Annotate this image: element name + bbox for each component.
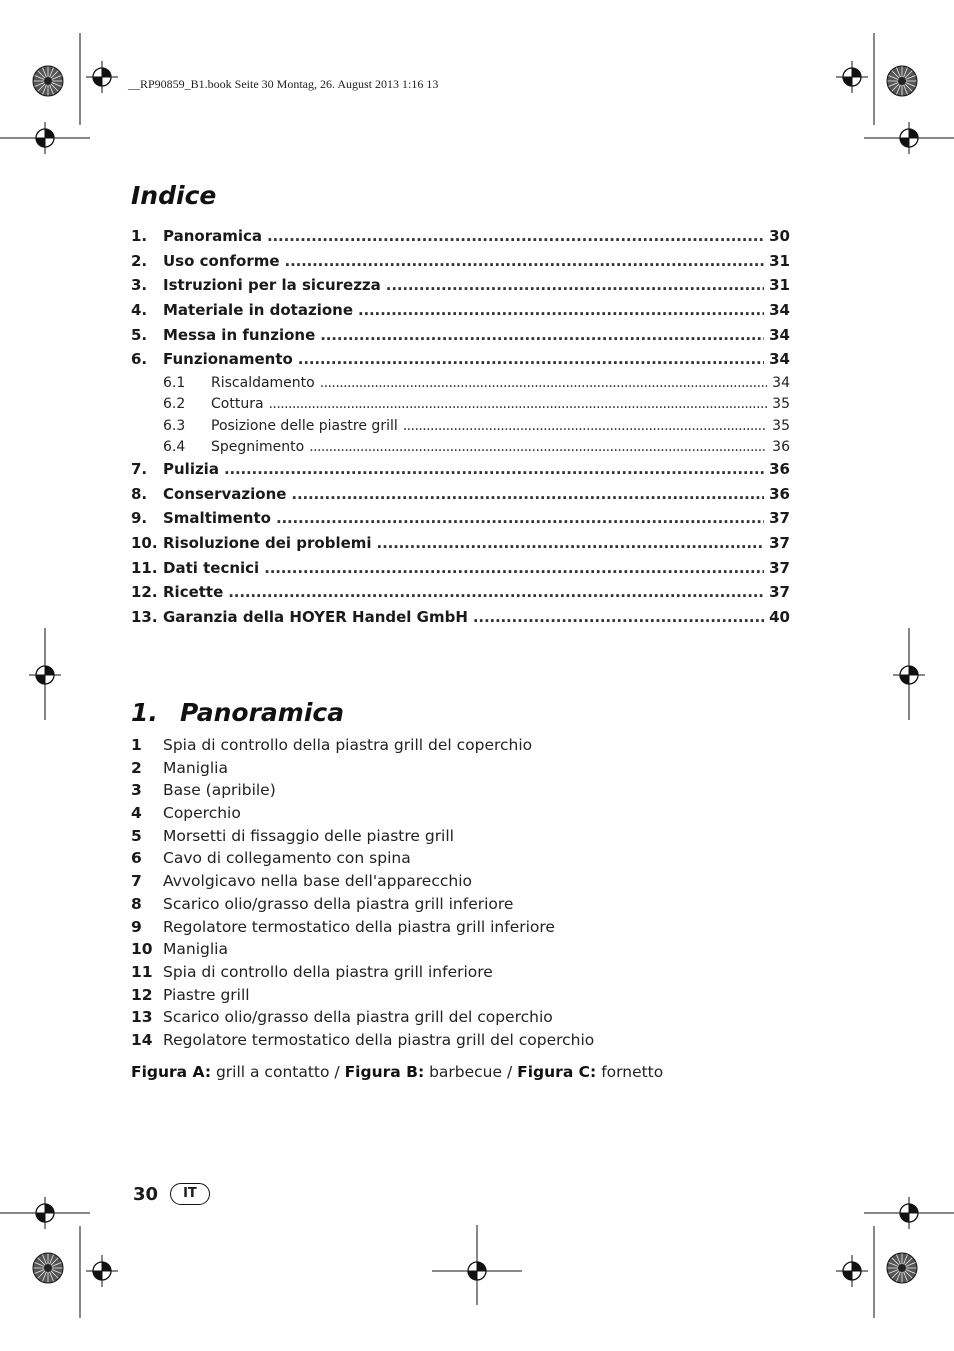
figure-a-text: grill a contatto (215, 1063, 330, 1081)
part-description: Morsetti di fissaggio delle piastre grill (163, 826, 454, 845)
figure-legend (131, 1063, 663, 1081)
toc-leader-dots (298, 350, 764, 368)
figure-a-label: Figura A: (131, 1063, 212, 1081)
toc-entry-number: 13. (131, 608, 158, 626)
toc-entry-number: 2. (131, 251, 148, 270)
toc-entry[interactable] (131, 326, 790, 351)
list-item (131, 849, 771, 872)
list-item (131, 963, 771, 986)
toc-entry-number: 6. (131, 350, 148, 369)
section-title: Panoramica (180, 698, 345, 727)
toc-entry-number: 12. (131, 583, 158, 602)
toc-entry-number: 1. (131, 227, 148, 245)
part-number: 5 (131, 826, 142, 845)
toc-entry[interactable] (131, 460, 790, 485)
toc-leader-dots (267, 227, 764, 245)
toc-leader-dots (320, 375, 767, 391)
toc-leader-dots (276, 509, 764, 527)
section-heading (131, 698, 344, 727)
parts-list (131, 736, 771, 1054)
toc-entry-label: Ricette (163, 583, 224, 602)
toc-entry-page: 36 (769, 459, 790, 478)
toc-entry-page: 36 (769, 484, 790, 503)
print-info: __RP90859_B1.book Seite 30 Montag, 26. August 2013 1:16 13 (128, 77, 439, 91)
page-footer (133, 1183, 210, 1205)
toc-entry-label: Materiale in dotazione (163, 301, 353, 320)
toc-leader-dots (264, 559, 764, 577)
toc-entry-number: 5. (131, 325, 148, 344)
list-item (131, 918, 771, 941)
list-item (131, 895, 771, 918)
part-number: 6 (131, 849, 142, 868)
toc-entry[interactable] (131, 252, 790, 277)
part-number: 14 (131, 1030, 153, 1049)
toc-entry-number: 6.2 (163, 396, 186, 413)
language-badge: IT (170, 1183, 210, 1205)
part-description: Piastre grill (163, 985, 250, 1004)
toc-entry-page: 35 (772, 396, 790, 413)
toc-leader-dots (358, 301, 764, 319)
toc-entry-page: 34 (769, 350, 790, 369)
table-of-contents (131, 227, 790, 633)
toc-entry-number: 6.4 (163, 438, 186, 455)
toc-entry-label: Smaltimento (163, 509, 271, 528)
toc-entry[interactable] (131, 375, 790, 396)
toc-entry-page: 37 (769, 583, 790, 602)
toc-entry-label: Dati tecnici (163, 558, 260, 577)
figure-b-text: barbecue (429, 1063, 503, 1081)
toc-entry-label: Uso conforme (163, 251, 280, 270)
toc-entry[interactable] (131, 583, 790, 608)
toc-entry-number: 7. (131, 459, 148, 478)
list-item (131, 804, 771, 827)
part-number: 13 (131, 1008, 153, 1027)
toc-entry-number: 4. (131, 301, 148, 320)
toc-entry-page: 34 (769, 301, 790, 320)
toc-leader-dots (309, 439, 767, 455)
toc-entry-page: 34 (772, 375, 790, 392)
toc-entry-page: 30 (769, 227, 790, 245)
toc-entry[interactable] (131, 608, 790, 633)
toc-entry-page: 31 (769, 276, 790, 295)
toc-entry[interactable] (131, 559, 790, 584)
toc-leader-dots (386, 276, 764, 294)
toc-leader-dots (291, 485, 764, 503)
part-number: 2 (131, 758, 142, 777)
list-item (131, 940, 771, 963)
toc-entry[interactable] (131, 276, 790, 301)
list-item (131, 986, 771, 1009)
toc-leader-dots (228, 583, 764, 601)
page-number: 30 (133, 1183, 159, 1205)
figure-c-label: Figura C: (517, 1063, 597, 1081)
toc-entry-number: 10. (131, 533, 158, 552)
part-number: 9 (131, 917, 142, 936)
part-number: 11 (131, 962, 153, 981)
toc-entry-label: Conservazione (163, 484, 287, 503)
toc-entry-number: 6.1 (163, 375, 186, 392)
toc-entry-label: Posizione delle piastre grill (211, 417, 398, 434)
toc-entry-label: Risoluzione dei problemi (163, 533, 372, 552)
toc-entry-page: 37 (769, 509, 790, 528)
toc-entry-label: Cottura (211, 396, 264, 413)
part-number: 1 (131, 736, 142, 754)
toc-entry-page: 37 (769, 533, 790, 552)
list-item (131, 759, 771, 782)
figure-separator: / (506, 1063, 513, 1081)
part-description: Regolatore termostatico della piastra grill del coperchio (163, 1030, 595, 1049)
toc-leader-dots (269, 396, 768, 412)
toc-leader-dots (285, 252, 765, 270)
part-description: Base (apribile) (163, 781, 276, 800)
list-item (131, 781, 771, 804)
toc-leader-dots (403, 418, 767, 434)
toc-entry-label: Istruzioni per la sicurezza (163, 276, 381, 295)
part-description: Cavo di collegamento con spina (163, 849, 411, 868)
part-number: 12 (131, 985, 153, 1004)
part-description: Maniglia (163, 940, 228, 959)
toc-entry-number: 9. (131, 509, 148, 528)
section-number: 1. (131, 698, 158, 727)
toc-entry-page: 36 (772, 438, 790, 455)
toc-entry[interactable] (131, 301, 790, 326)
toc-entry[interactable] (131, 439, 790, 460)
toc-entry-label: Riscaldamento (211, 375, 315, 392)
part-description: Coperchio (163, 804, 241, 823)
toc-entry-page: 34 (769, 325, 790, 344)
toc-entry[interactable] (131, 418, 790, 439)
list-item (131, 736, 771, 759)
list-item (131, 827, 771, 850)
toc-entry-label: Messa in funzione (163, 325, 316, 344)
figure-c-text: fornetto (601, 1063, 664, 1081)
toc-entry-number: 8. (131, 484, 148, 503)
part-number: 4 (131, 804, 142, 823)
toc-entry[interactable] (131, 509, 790, 534)
toc-entry[interactable] (131, 534, 790, 559)
part-description: Avvolgicavo nella base dell'apparecchio (163, 872, 473, 891)
toc-leader-dots (377, 534, 765, 552)
toc-entry-page: 35 (772, 417, 790, 434)
part-number: 3 (131, 781, 142, 800)
toc-entry[interactable] (131, 227, 790, 252)
toc-entry-page: 40 (769, 608, 790, 626)
part-description: Maniglia (163, 758, 228, 777)
list-item (131, 1031, 771, 1054)
toc-title: Indice (131, 181, 217, 210)
list-item (131, 872, 771, 895)
toc-entry-label: Garanzia della HOYER Handel GmbH (163, 608, 468, 626)
toc-leader-dots (320, 326, 764, 344)
part-description: Regolatore termostatico della piastra grill inferiore (163, 917, 555, 936)
toc-entry-number: 11. (131, 558, 158, 577)
list-item (131, 1008, 771, 1031)
toc-entry[interactable] (131, 485, 790, 510)
toc-entry-page: 37 (769, 558, 790, 577)
toc-leader-dots (224, 460, 764, 478)
toc-entry-number: 3. (131, 276, 148, 295)
toc-entry[interactable] (131, 396, 790, 417)
toc-entry[interactable] (131, 350, 790, 375)
part-number: 10 (131, 940, 153, 959)
part-description: Scarico olio/grasso della piastra grill del coperchio (163, 1008, 553, 1027)
part-description: Spia di controllo della piastra grill inferiore (163, 962, 493, 981)
toc-entry-label: Funzionamento (163, 350, 293, 369)
toc-entry-label: Pulizia (163, 459, 219, 478)
toc-leader-dots (473, 608, 764, 626)
toc-entry-page: 31 (769, 251, 790, 270)
part-description: Spia di controllo della piastra grill del coperchio (163, 736, 533, 754)
figure-b-label: Figura B: (344, 1063, 425, 1081)
part-number: 7 (131, 872, 142, 891)
part-number: 8 (131, 894, 142, 913)
figure-separator: / (334, 1063, 340, 1081)
toc-entry-label: Panoramica (163, 227, 263, 245)
toc-entry-label: Spegnimento (211, 438, 305, 455)
toc-entry-number: 6.3 (163, 417, 186, 434)
part-description: Scarico olio/grasso della piastra grill inferiore (163, 894, 514, 913)
